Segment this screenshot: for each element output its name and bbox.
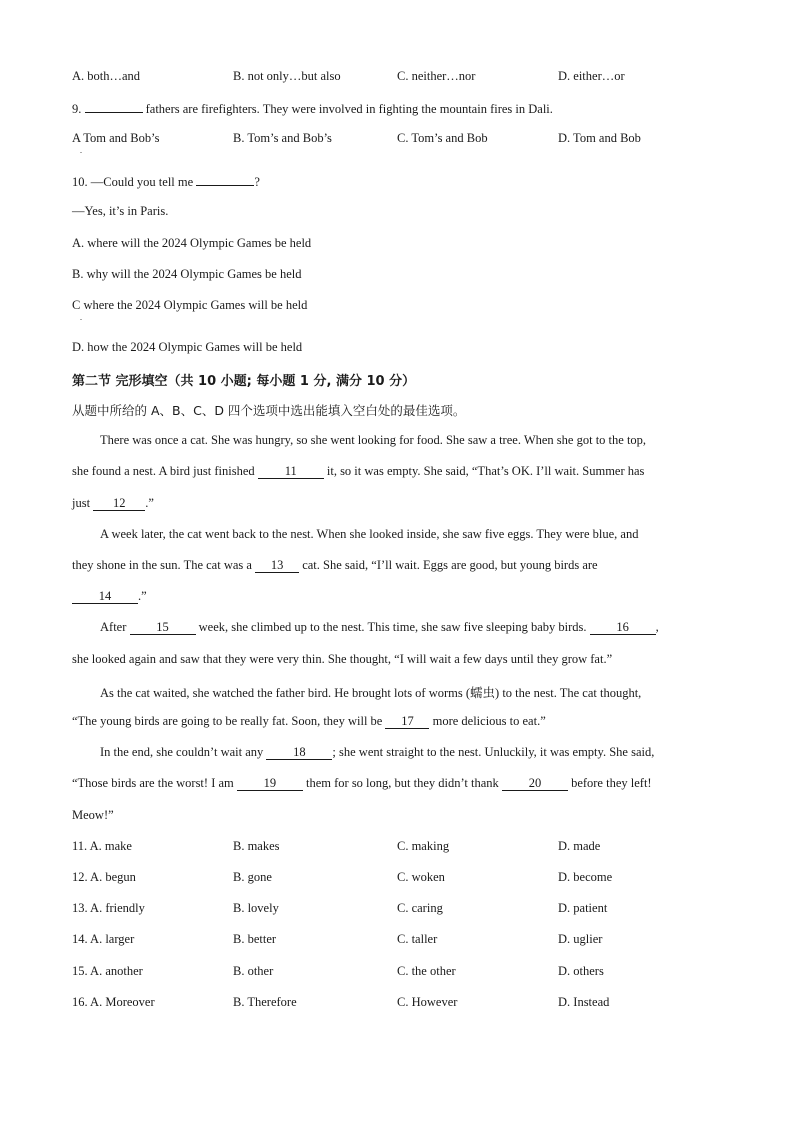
passage-text: they shone in the sun. The cat was a	[72, 558, 256, 572]
q10-option-c-dot: .	[80, 313, 82, 322]
q12-option-c[interactable]: C. woken	[397, 870, 445, 884]
blank-11[interactable]: 11	[258, 464, 324, 479]
passage-p2-line3	[72, 589, 722, 604]
blank-18[interactable]: 18	[266, 745, 332, 760]
q11-option-a[interactable]: 11. A. make	[72, 839, 132, 853]
q9-options-row	[72, 131, 732, 149]
passage-p2-line1: A week later, the cat went back to the nest. When she looked inside, she saw five eggs. They were blue, and	[100, 527, 639, 541]
passage-text: After	[100, 620, 130, 634]
passage-p3-line2: she looked again and saw that they were very thin. She thought, “I will wait a few days until they grow fat.”	[72, 652, 613, 666]
q16-option-b[interactable]: B. Therefore	[233, 995, 297, 1009]
passage-text: “The young birds are going to be really fat. Soon, they will be	[72, 714, 386, 728]
q9-stem-text: fathers are firefighters. They were involved in fighting the mountain fires in Dali.	[142, 102, 553, 116]
q9-option-b[interactable]: B. Tom’s and Bob’s	[233, 131, 332, 145]
q14-option-c[interactable]: C. taller	[397, 932, 438, 946]
blank-14[interactable]: 14	[72, 589, 138, 604]
passage-text: “Those birds are the worst! I am	[72, 776, 237, 790]
q9-number: 9.	[72, 102, 85, 116]
q11-option-c[interactable]: C. making	[397, 839, 450, 853]
q13-option-a[interactable]: 13. A. friendly	[72, 901, 145, 915]
q9-stem	[72, 100, 553, 117]
blank-17[interactable]: 17	[385, 714, 429, 729]
q10-option-b[interactable]: B. why will the 2024 Olympic Games be held	[72, 267, 302, 281]
q11-option-b[interactable]: B. makes	[233, 839, 280, 853]
passage-text: cat. She said, “I’ll wait. Eggs are good, but young birds are	[299, 558, 598, 572]
q14-option-a[interactable]: 14. A. larger	[72, 932, 135, 946]
q14-option-d[interactable]: D. uglier	[558, 932, 603, 946]
passage-p2-line2	[72, 558, 722, 573]
passage-text: them for so long, but they didn’t thank	[302, 776, 502, 790]
q9-option-a-dot: .	[80, 146, 82, 155]
passage-p5-line2	[72, 776, 722, 791]
q10-blank	[196, 173, 254, 186]
blank-13[interactable]: 13	[255, 558, 299, 573]
q10-option-a[interactable]: A. where will the 2024 Olympic Games be held	[72, 236, 312, 250]
passage-text: .”	[145, 496, 154, 510]
blank-19[interactable]: 19	[237, 776, 303, 791]
passage-p1-line2	[72, 464, 722, 479]
q9-option-d[interactable]: D. Tom and Bob	[558, 131, 641, 145]
q15-option-c[interactable]: C. the other	[397, 964, 456, 978]
passage-p3-line1	[72, 620, 750, 635]
q8-option-a[interactable]: A. both…and	[72, 69, 141, 83]
blank-20[interactable]: 20	[502, 776, 568, 791]
q12-option-d[interactable]: D. become	[558, 870, 613, 884]
q8-option-c[interactable]: C. neither…nor	[397, 69, 476, 83]
q16-option-c[interactable]: C. However	[397, 995, 458, 1009]
q12-option-a[interactable]: 12. A. begun	[72, 870, 136, 884]
q8-option-d[interactable]: D. either…or	[558, 69, 625, 83]
passage-text: it, so it was empty. She said, “That’s OK. I’ll wait. Summer has	[323, 464, 645, 478]
q10-stem	[72, 173, 260, 190]
q8-options-row	[72, 69, 732, 87]
blank-16[interactable]: 16	[590, 620, 656, 635]
blank-12[interactable]: 12	[93, 496, 145, 511]
q11-options-row	[72, 839, 732, 857]
passage-text: .”	[138, 589, 147, 603]
q15-option-d[interactable]: D. others	[558, 964, 604, 978]
passage-text: just	[72, 496, 94, 510]
q13-options-row	[72, 901, 732, 919]
passage-text: ; she went straight to the nest. Unluckily, it was empty. She said,	[332, 745, 655, 759]
q16-option-d[interactable]: D. Instead	[558, 995, 610, 1009]
q14-options-row	[72, 932, 732, 950]
q9-blank	[85, 100, 143, 113]
q12-option-b[interactable]: B. gone	[233, 870, 272, 884]
section-instruction: 从题中所给的 A、B、C、D 四个选项中选出能填入空白处的最佳选项。	[72, 403, 466, 418]
passage-p5-line1	[72, 745, 750, 760]
q16-option-a[interactable]: 16. A. Moreover	[72, 995, 155, 1009]
section-title: 第二节 完形填空（共 10 小题; 每小题 1 分, 满分 10 分）	[72, 374, 416, 389]
q13-option-d[interactable]: D. patient	[558, 901, 608, 915]
q12-options-row	[72, 870, 732, 888]
q16-options-row	[72, 995, 732, 1013]
passage-text: In the end, she couldn’t wait any	[100, 745, 267, 759]
passage-p1-line3	[72, 496, 722, 511]
q15-option-b[interactable]: B. other	[233, 964, 274, 978]
q15-option-a[interactable]: 15. A. another	[72, 964, 143, 978]
passage-text: before they left!	[567, 776, 652, 790]
q9-option-a[interactable]: A Tom and Bob’s	[72, 131, 160, 145]
q9-option-c[interactable]: C. Tom’s and Bob	[397, 131, 488, 145]
passage-p4-line1: As the cat waited, she watched the father bird. He brought lots of worms (蠕虫) to the nest. The cat thought,	[100, 686, 642, 700]
q13-option-c[interactable]: C. caring	[397, 901, 443, 915]
passage-text: ,	[655, 620, 659, 634]
passage-text: week, she climbed up to the nest. This time, she saw five sleeping baby birds.	[195, 620, 590, 634]
q10-option-d[interactable]: D. how the 2024 Olympic Games will be held	[72, 340, 303, 354]
q10-reply: —Yes, it’s in Paris.	[72, 204, 169, 218]
passage-text: more delicious to eat.”	[429, 714, 546, 728]
q13-option-b[interactable]: B. lovely	[233, 901, 279, 915]
q11-option-d[interactable]: D. made	[558, 839, 601, 853]
q14-option-b[interactable]: B. better	[233, 932, 277, 946]
q10-stem-end: ?	[254, 175, 260, 189]
passage-p1-line1: There was once a cat. She was hungry, so she went looking for food. She saw a tree. When she got to the top,	[100, 433, 647, 447]
passage-p5-line3: Meow!”	[72, 808, 114, 822]
passage-text: she found a nest. A bird just finished	[72, 464, 258, 478]
q8-option-b[interactable]: B. not only…but also	[233, 69, 341, 83]
q10-stem-start: 10. —Could you tell me	[72, 175, 197, 189]
q15-options-row	[72, 964, 732, 982]
blank-15[interactable]: 15	[130, 620, 196, 635]
q10-option-c[interactable]: C where the 2024 Olympic Games will be held	[72, 298, 308, 312]
passage-p4-line2	[72, 714, 722, 729]
